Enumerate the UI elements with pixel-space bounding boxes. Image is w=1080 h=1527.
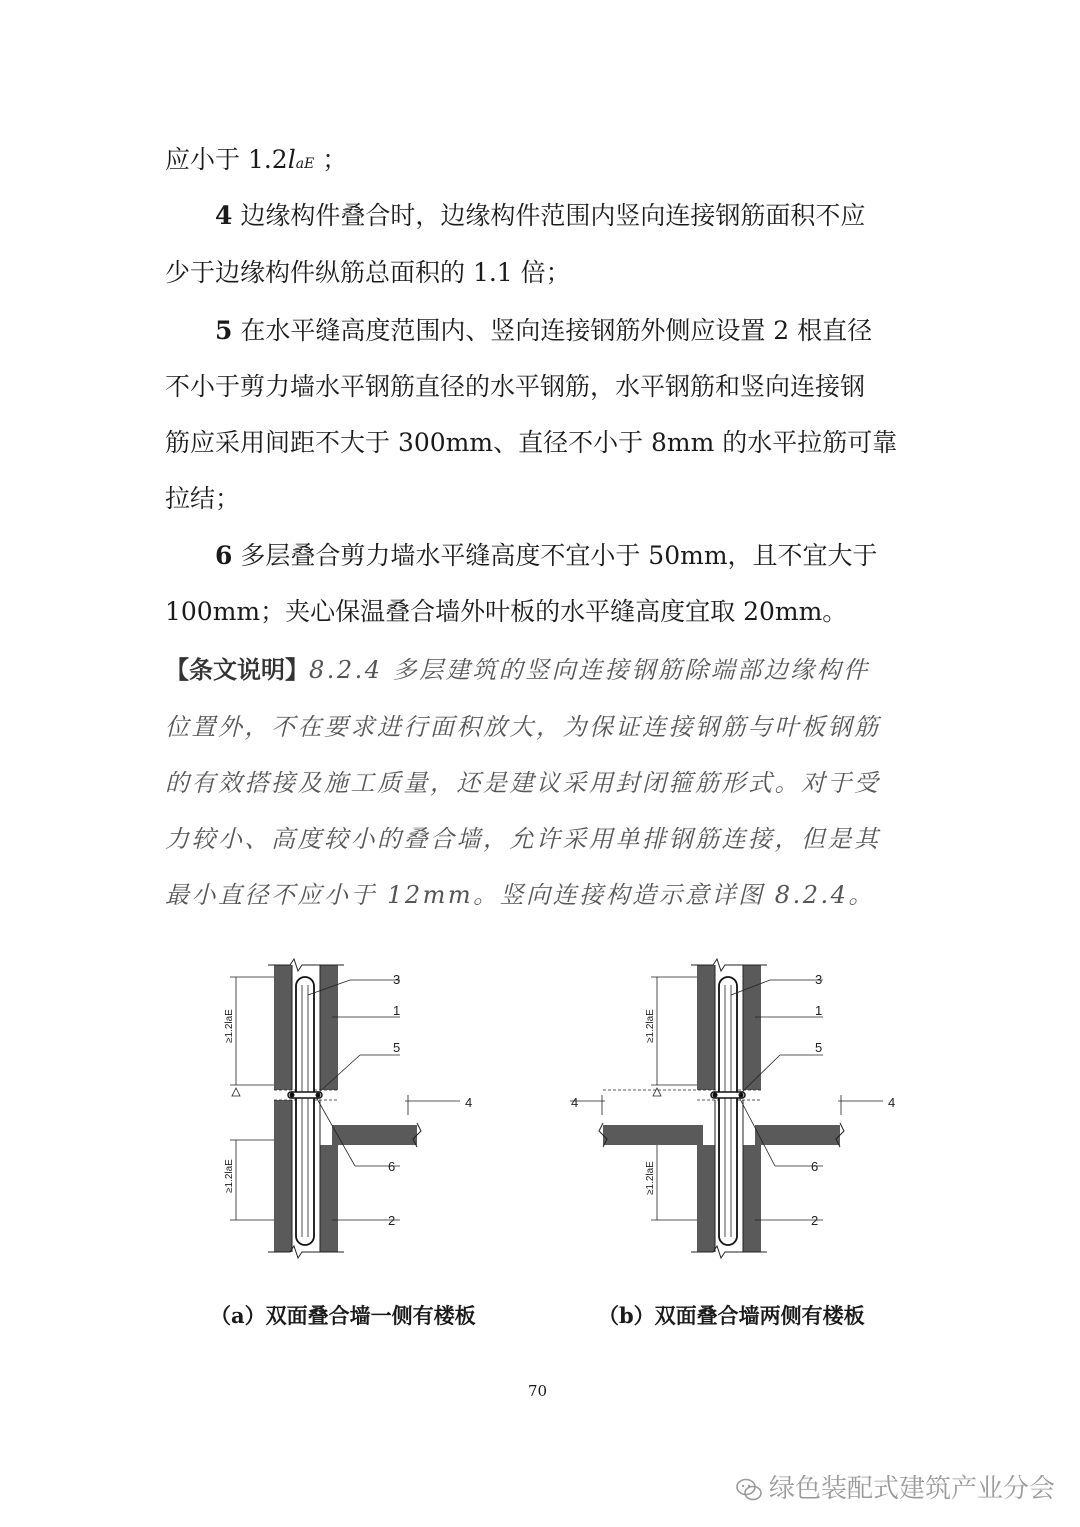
lower-left-panel <box>697 1145 715 1252</box>
label-3: 3 <box>393 972 401 987</box>
item-5-line-1: 5 在水平缝高度范围内、竖向连接钢筋外侧应设置 2 根直径 <box>215 316 873 345</box>
watermark-text: 绿色装配式建筑产业分会 <box>769 1474 1056 1504</box>
item-4-line-2: 少于边缘构件纵筋总面积的 1.1 倍； <box>165 258 571 287</box>
label-4: 4 <box>465 1095 473 1110</box>
dim-label-upper: ≥1.2laE <box>645 1009 656 1043</box>
closed-stirrup-rebar <box>296 977 314 1245</box>
item-6-line-2: 100mm；夹心保温叠合墙外叶板的水平缝高度宜取 20mm。 <box>165 597 848 626</box>
dim-label-lower: ≥1.2laE <box>224 1159 235 1193</box>
caption-b: （b）双面叠合墙两侧有楼板 <box>598 1303 865 1328</box>
label-6: 6 <box>811 1159 819 1174</box>
label-1: 1 <box>815 1003 823 1018</box>
label-3: 3 <box>815 972 823 987</box>
caption-a: （a）双面叠合墙一侧有楼板 <box>210 1303 476 1328</box>
upper-right-panel <box>743 965 761 1090</box>
note-line-5: 最小直径不应小于 12mm。竖向连接构造示意详图 8.2.4。 <box>165 881 875 909</box>
label-5: 5 <box>815 1040 823 1055</box>
item-4-line-1: 4 边缘构件叠合时，边缘构件范围内竖向连接钢筋面积不应 <box>215 201 866 230</box>
page-number: 70 <box>528 1382 548 1400</box>
item-6-line-1: 6 多层叠合剪力墙水平缝高度不宜小于 50mm，且不宜大于 <box>215 541 878 570</box>
text-line-1: 应小于 1.2laE ； <box>165 145 348 174</box>
floor-slab <box>332 1125 417 1145</box>
upper-left-panel <box>274 965 292 1090</box>
note-line-1: 【条文说明】8.2.4 多层建筑的竖向连接钢筋除端部边缘构件 <box>165 655 870 684</box>
item-5-line-4: 拉结； <box>165 484 241 513</box>
label-1: 1 <box>393 1003 401 1018</box>
label-4-left: 4 <box>571 1095 579 1110</box>
wechat-icon <box>735 1476 763 1504</box>
label-5: 5 <box>393 1040 401 1055</box>
label-2: 2 <box>811 1213 819 1228</box>
closed-stirrup-rebar <box>719 977 737 1245</box>
upper-left-panel <box>697 965 715 1090</box>
dim-label-lower: ≥1.2laE <box>645 1161 656 1195</box>
label-2: 2 <box>388 1213 396 1228</box>
left-floor-slab <box>603 1125 703 1145</box>
figure-b-diagram <box>565 955 905 1260</box>
item-5-line-3: 筋应采用间距不大于 300mm、直径不小于 8mm 的水平拉筋可靠 <box>165 428 898 457</box>
lower-right-panel <box>320 1145 338 1252</box>
figure-a-diagram <box>210 955 500 1260</box>
dim-label-upper: ≥1.2laE <box>224 1009 235 1043</box>
note-line-3: 的有效搭接及施工质量，还是建议采用封闭箍筋形式。对于受 <box>165 769 881 797</box>
label-6: 6 <box>388 1159 396 1174</box>
watermark <box>735 1468 1055 1505</box>
item-5-line-2: 不小于剪力墙水平钢筋直径的水平钢筋，水平钢筋和竖向连接钢 <box>165 372 866 401</box>
right-floor-slab <box>755 1125 840 1145</box>
lower-right-panel <box>743 1145 761 1252</box>
upper-right-panel <box>320 965 338 1090</box>
label-4-right: 4 <box>888 1095 896 1110</box>
note-line-4: 力较小、高度较小的叠合墙，允许采用单排钢筋连接，但是其 <box>165 825 881 853</box>
note-line-2: 位置外，不在要求进行面积放大，为保证连接钢筋与叶板钢筋 <box>165 713 881 741</box>
lower-left-panel <box>274 1100 292 1252</box>
